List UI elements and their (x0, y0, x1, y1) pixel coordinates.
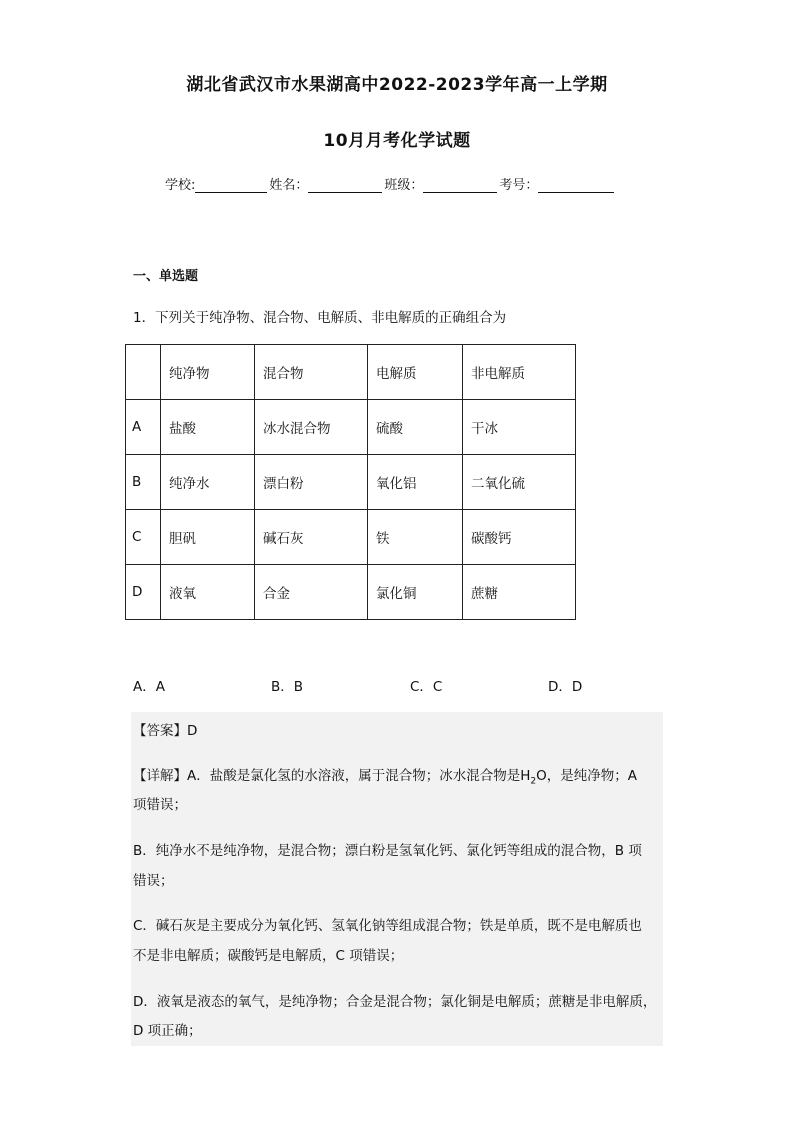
section-title: 一、单选题 (133, 269, 199, 284)
table-header-cell: 纯净物 (161, 345, 255, 400)
document-title-line1: 湖北省武汉市水果湖高中2022-2023学年高一上学期 (186, 75, 608, 95)
detail-label: 【详解】 (133, 768, 187, 784)
table-cell: 胆矾 (161, 510, 255, 565)
table-cell: 液氧 (161, 565, 255, 620)
table-row (126, 510, 576, 565)
detail-d-line2: D 项正确； (133, 1023, 202, 1039)
exam-no-blank[interactable] (538, 178, 614, 193)
table-header-cell (126, 345, 161, 400)
detail-b-line1: B．纯净水不是纯净物，是混合物；漂白粉是氢氧化钙、氯化钙等组成的混合物，B 项 (133, 843, 642, 859)
school-blank[interactable] (195, 178, 267, 193)
table-header-cell: 电解质 (368, 345, 463, 400)
table-cell: 碱石灰 (255, 510, 368, 565)
question-1 (133, 306, 506, 326)
table-cell: 蔗糖 (463, 565, 576, 620)
table-header-row (126, 345, 576, 400)
table-cell: 硫酸 (368, 400, 463, 455)
table-cell: 氧化铝 (368, 455, 463, 510)
table-row (126, 400, 576, 455)
table-cell: B (126, 455, 161, 510)
table-cell: 盐酸 (161, 400, 255, 455)
school-label: 学校: (165, 178, 196, 193)
choice-b[interactable]: B．B (271, 679, 304, 695)
detail-c-line1: C．碱石灰是主要成分为氧化钙、氢氧化钠等组成混合物；铁是单质，既不是电解质也 (133, 918, 642, 934)
detail-a-line2: 项错误； (133, 797, 187, 813)
table-cell: D (126, 565, 161, 620)
table-cell: 冰水混合物 (255, 400, 368, 455)
table-cell: A (126, 400, 161, 455)
table-cell: 氯化铜 (368, 565, 463, 620)
choice-c[interactable]: C．C (410, 679, 443, 695)
table-cell: 漂白粉 (255, 455, 368, 510)
table-cell: 合金 (255, 565, 368, 620)
table-cell: 铁 (368, 510, 463, 565)
answer-value: D (187, 723, 198, 739)
table-header-cell: 混合物 (255, 345, 368, 400)
table-cell: 二氧化硫 (463, 455, 576, 510)
choice-a[interactable]: A．A (133, 679, 165, 695)
question-text: 下列关于纯净物、混合物、电解质、非电解质的正确组合为 (155, 310, 507, 326)
options-table (125, 344, 576, 620)
class-blank[interactable] (423, 178, 497, 193)
subscript: 2 (530, 776, 537, 787)
name-label: 姓名： (269, 178, 309, 193)
choice-d[interactable]: D．D (548, 679, 583, 695)
answer-line (133, 719, 197, 739)
detail-d-line1: D．液氧是液态的氧气，是纯净物；合金是混合物；氯化铜是电解质；蔗糖是非电解质， (133, 994, 657, 1010)
detail-a-text: A．盐酸是氯化氢的水溶液，属于混合物；冰水混合物是H (187, 768, 531, 784)
document-title-line2: 10月月考化学试题 (323, 131, 471, 151)
exam-no-label: 考号： (499, 178, 539, 193)
detail-b-line2: 错误； (133, 873, 174, 889)
table-cell: 干冰 (463, 400, 576, 455)
question-number: 1． (133, 310, 156, 326)
student-info-row (165, 174, 616, 193)
detail-a-line1 (133, 764, 637, 787)
table-cell: 纯净水 (161, 455, 255, 510)
table-cell: C (126, 510, 161, 565)
detail-c-line2: 不是非电解质；碳酸钙是电解质，C 项错误； (133, 948, 404, 964)
table-header-cell: 非电解质 (463, 345, 576, 400)
class-label: 班级： (384, 178, 424, 193)
detail-a-text-cont: O，是纯净物；A (536, 768, 637, 784)
table-cell: 碳酸钙 (463, 510, 576, 565)
name-blank[interactable] (308, 178, 382, 193)
table-row (126, 455, 576, 510)
answer-label: 【答案】 (133, 723, 187, 739)
table-row (126, 565, 576, 620)
